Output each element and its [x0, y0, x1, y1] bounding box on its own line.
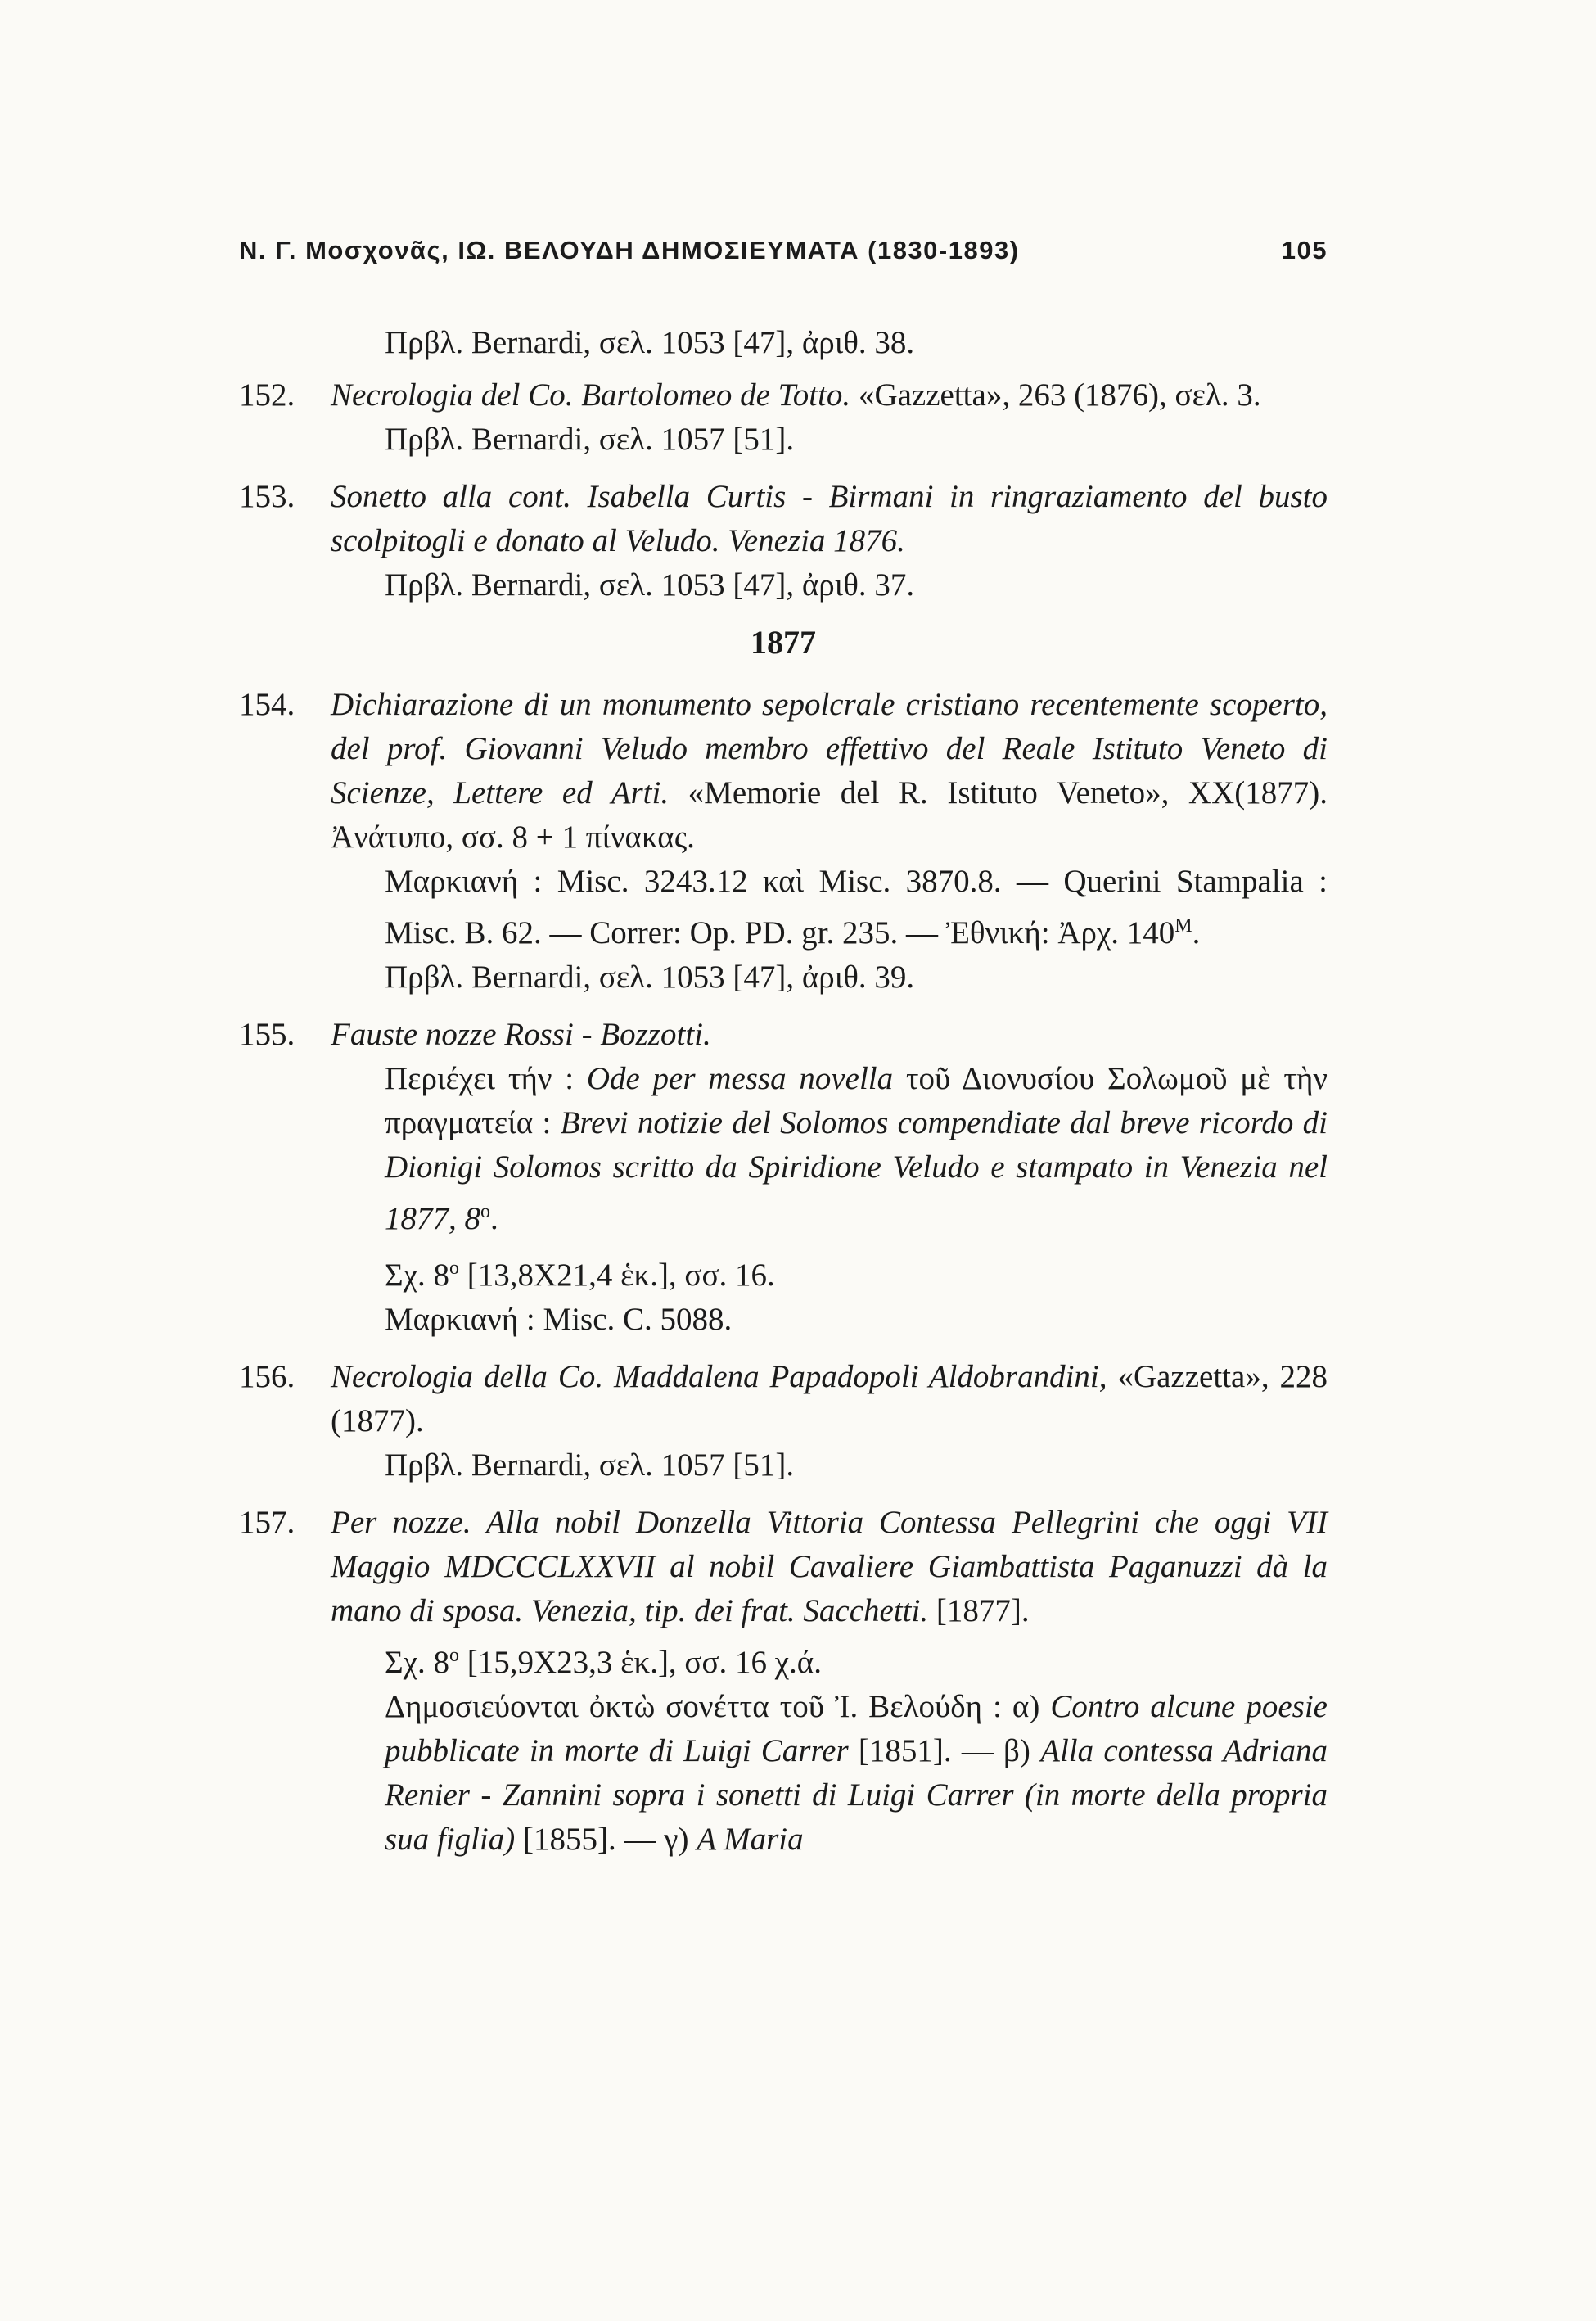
reference-line: Πρβλ. Bernardi, σελ. 1053 [47], ἀριθ. 39.: [385, 960, 915, 995]
entry-title: Dichiarazione di un monumento sepolcrale cristiano recentemente scoperto, del prof. Giovanni Veludo membro effettivo del Reale Istituto Veneto di Scienze, Lettere ed Arti.: [331, 687, 1328, 811]
holdings-line: [331, 860, 1328, 955]
page-number: 105: [1281, 236, 1328, 264]
entry-155: [239, 1013, 1328, 1342]
contents-text: [1855]. — γ): [515, 1822, 697, 1857]
contents-end: .: [490, 1201, 498, 1236]
format-text: Σχ. 8: [385, 1258, 450, 1293]
contents-work: Alla contessa Adriana Renier - Zannini sopra i sonetti di Luigi Carrer (in morte della propria sua figlia): [385, 1733, 1328, 1857]
entry-date: [1877].: [928, 1593, 1030, 1628]
contents-work: Ode per messa novella: [586, 1061, 894, 1096]
format-superscript: ο: [449, 1645, 460, 1666]
contents-note: [331, 1685, 1328, 1862]
entry-title: Necrologia del Co. Bartolomeo de Totto.: [331, 377, 851, 413]
entry-title: Sonetto alla cont. Isabella Curtis - Birmani in ringraziamento del busto scolpitogli e donato al Veludo. Venezia 1876.: [331, 479, 1328, 558]
contents-note: [331, 1057, 1328, 1241]
entry-number: 153.: [239, 479, 295, 514]
entry-156: [239, 1355, 1328, 1488]
entry-153: [239, 475, 1328, 607]
running-head-title: Ν. Γ. Μοσχονᾶς, ΙΩ. ΒΕΛΟΥΔΗ ΔΗΜΟΣΙΕΥΜΑΤΑ (1830-1893): [239, 236, 1020, 264]
reference-line: Πρβλ. Bernardi, σελ. 1057 [51].: [385, 422, 795, 457]
entry-number: 156.: [239, 1359, 295, 1394]
entry-citation: [331, 373, 1328, 418]
contents-superscript: ο: [480, 1201, 490, 1222]
holdings-text: Μαρκιανή : Misc. 3243.12 καὶ Misc. 3870.8. — Querini Stampalia : Misc. B. 62. — Correr: Op. PD. gr. 235. — Ἐθνική: Ἀρχ. 140: [385, 864, 1328, 951]
holdings-superscript: M: [1174, 915, 1192, 937]
entry-publication: «Gazzetta», 263 (1876), σελ. 3.: [850, 377, 1261, 413]
reference-line: Πρβλ. Bernardi, σελ. 1053 [47], ἀριθ. 37.: [385, 567, 915, 603]
holdings-line: Μαρκιανή : Misc. C. 5088.: [385, 1302, 733, 1337]
entry-157: [239, 1501, 1328, 1862]
entry-citation: [331, 1501, 1328, 1633]
format-text: Σχ. 8: [385, 1645, 450, 1680]
year-heading: 1877: [751, 624, 816, 661]
format-superscript: ο: [449, 1258, 460, 1279]
entry-number: 152.: [239, 377, 295, 413]
entry-number: 157.: [239, 1505, 295, 1540]
entry-154: [239, 683, 1328, 1000]
entry-152: [239, 373, 1328, 462]
bibliography-text: [239, 321, 1328, 1875]
holdings-end: .: [1192, 915, 1201, 951]
format-text: [13,8X21,4 ἑκ.], σσ. 16.: [459, 1258, 775, 1293]
contents-text: τοῦ Διονυσίου Σολωμοῦ μὲ τὴν πραγματεία :: [385, 1061, 1328, 1140]
contents-work: A Maria: [697, 1822, 804, 1857]
format-line: [331, 1246, 1328, 1298]
entry-title: Alla nobil Donzella Vittoria Contessa Pellegrini che oggi VII Maggio MDCCCLXXVII al nobil Cavaliere Giambattista Paganuzzi dà la mano di sposa. Venezia, tip. dei frat. Sacchetti.: [331, 1505, 1328, 1628]
entry-citation: [331, 1355, 1328, 1443]
contents-work: Contro alcune poesie pubblicate in morte di Luigi Carrer: [385, 1689, 1328, 1768]
reference-line: Πρβλ. Bernardi, σελ. 1053 [47], ἀριθ. 38.: [385, 325, 915, 360]
entry-number: 154.: [239, 687, 295, 722]
entry-lead: Per nozze.: [331, 1505, 471, 1540]
contents-text: [1851]. — β): [848, 1733, 1041, 1768]
entry-publication: «Memorie del R. Istituto Veneto», XX(1877). Ἀνάτυπο, σσ. 8 + 1 πίνακας.: [331, 775, 1328, 855]
contents-text: Περιέχει τήν :: [385, 1061, 587, 1096]
entry-publication: «Gazzetta», 228 (1877).: [331, 1359, 1328, 1438]
contents-work: Brevi notizie del Solomos compendiate dal breve ricordo di Dionigi Solomos scritto da Spiridione Veludo e stampato in Venezia nel 1877, 8: [385, 1105, 1328, 1236]
reference-line: Πρβλ. Bernardi, σελ. 1057 [51].: [385, 1447, 795, 1483]
entry-number: 155.: [239, 1017, 295, 1052]
format-line: [331, 1633, 1328, 1685]
entry-title: Necrologia della Co. Maddalena Papadopoli Aldobrandini,: [331, 1359, 1107, 1394]
running-head: [239, 236, 1328, 265]
entry-title: Fauste nozze Rossi - Bozzotti.: [331, 1017, 711, 1052]
entry-citation: [331, 683, 1328, 860]
format-text: [15,9X23,3 ἑκ.], σσ. 16 χ.ά.: [459, 1645, 822, 1680]
contents-text: Δημοσιεύονται ὀκτὼ σονέττα τοῦ Ἰ. Βελούδη : α): [385, 1689, 1051, 1724]
